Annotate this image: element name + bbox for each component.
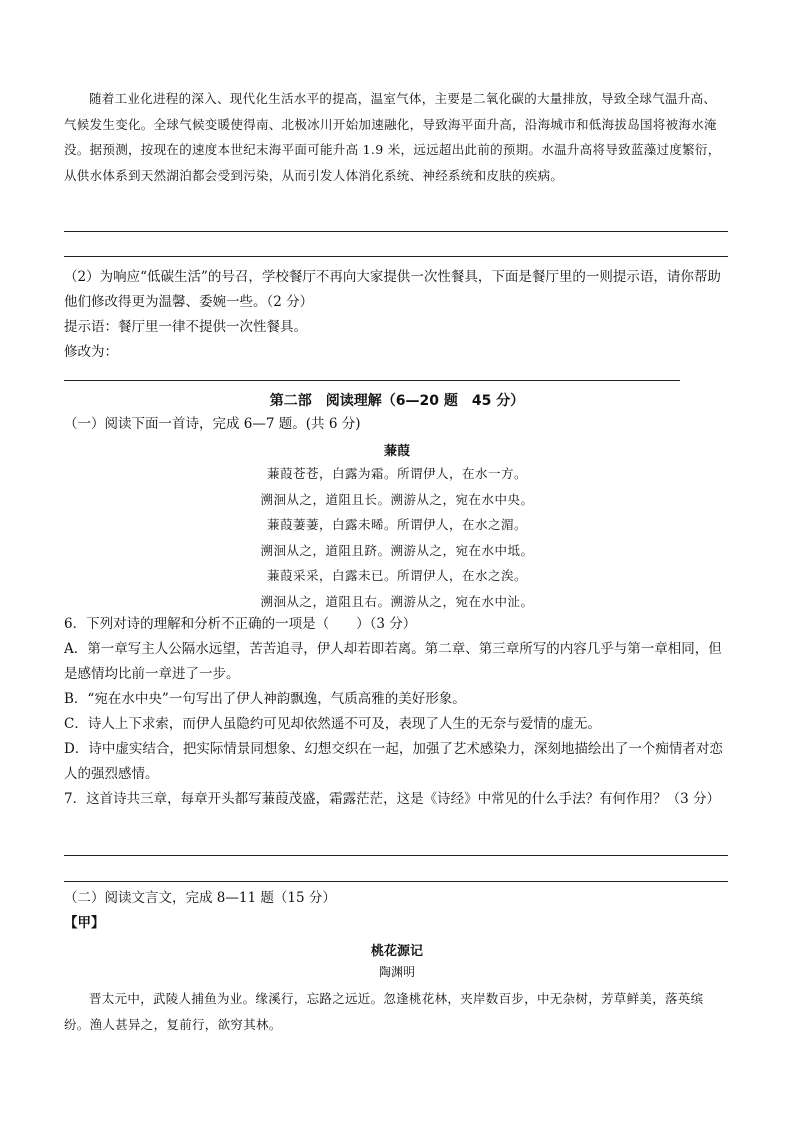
question-6-option-a: A．第一章写主人公隔水远望，苦苦追寻，伊人却若即若离。第二章、第三章所写的内容几乎与第一章相同，但是感情均比前一章进了一步。 [64, 641, 722, 682]
part-two-title: 第二部 阅读理解（6—20 题 45 分） [269, 393, 525, 409]
intro-passage: 随着工业化进程的深入、现代化生活水平的提高，温室气体，主要是二氧化碳的大量排放，导致全球气温升高、气候发生变化。全球气候变暖使得南、北极冰川开始加速融化，导致海平面升高，沿海城市和低海拔岛国将被海水淹没。据预测，按现在的速度本世纪末海平面可能升高 1.9 米，远远超出此前的预期。水温升高将导致蓝藻过度繁衍，从供水体系到天然湖泊都会受到污染，从而引发人体消化系统、神经系统和皮肤的疾病。 [64, 91, 721, 183]
question-6-option-b: B．“宛在水中央”一句写出了伊人神韵飘逸，气质高雅的美好形象。 [64, 691, 466, 707]
question-6-stem: 6．下列对诗的理解和分析不正确的一项是（ ）（3 分） [64, 616, 417, 632]
poem-line: 溯洄从之，道阻且长。溯游从之，宛在水中央。 [260, 491, 534, 507]
passage-jia-label: 【甲】 [64, 915, 105, 931]
question-5-2-prompt: 提示语：餐厅里一律不提供一次性餐具。 [64, 319, 307, 335]
question-6-option-d: D．诗中虚实结合，把实际情景同想象、幻想交织在一起，加强了艺术感染力，深刻地描绘出了一个痴情者对恋人的强烈感情。 [64, 741, 723, 782]
subsection-1-heading: （一）阅读下面一首诗，完成 6—7 题。(共 6 分) [64, 416, 361, 432]
question-5-2-stem: （2）为响应“低碳生活”的号召，学校餐厅不再向大家提供一次性餐具，下面是餐厅里的一则提示语，请你帮助他们修改得更为温馨、委婉一些。（2 分） [64, 269, 721, 310]
answer-line-4 [64, 855, 728, 856]
poem-title: 蒹葭 [383, 444, 410, 459]
answer-line-3 [64, 380, 680, 381]
answer-line-5 [64, 881, 728, 882]
essay-title: 桃花源记 [370, 944, 423, 959]
question-7: 7．这首诗共三章，每章开头都写蒹葭茂盛，霜露茫茫，这是《诗经》中常见的什么手法？有何作用？（3 分） [64, 791, 720, 807]
question-5-2 [64, 265, 734, 365]
question-5-2-revise-label: 修改为： [64, 344, 118, 360]
answer-line-2 [64, 256, 728, 257]
poem-body [0, 461, 794, 614]
poem-line: 溯洄从之，道阻且跻。溯游从之，宛在水中坻。 [260, 542, 534, 558]
poem-line: 蒹葭采采，白露未已。所谓伊人，在水之涘。 [266, 568, 527, 583]
question-6-option-c: C．诗人上下求索，而伊人虽隐约可见却依然遥不可及，表现了人生的无奈与爱情的虚无。 [64, 716, 601, 732]
poem-line: 溯洄从之，道阻且右。溯游从之，宛在水中沚。 [260, 593, 534, 609]
subsection-2-heading: （二）阅读文言文，完成 8—11 题（15 分） [64, 890, 336, 906]
essay-author: 陶渊明 [378, 965, 415, 979]
poem-line: 蒹葭萋萋，白露未晞。所谓伊人，在水之湄。 [266, 517, 527, 532]
essay-text: 晋太元中，武陵人捕鱼为业。缘溪行，忘路之远近。忽逢桃花林，夹岸数百步，中无杂树，芳草鲜美，落英缤纷。渔人甚异之，复前行，欲穷其林。 [64, 991, 704, 1032]
poem-line: 蒹葭苍苍，白露为霜。所谓伊人，在水一方。 [266, 466, 527, 481]
question-6 [64, 612, 734, 787]
answer-line-1 [64, 231, 728, 232]
